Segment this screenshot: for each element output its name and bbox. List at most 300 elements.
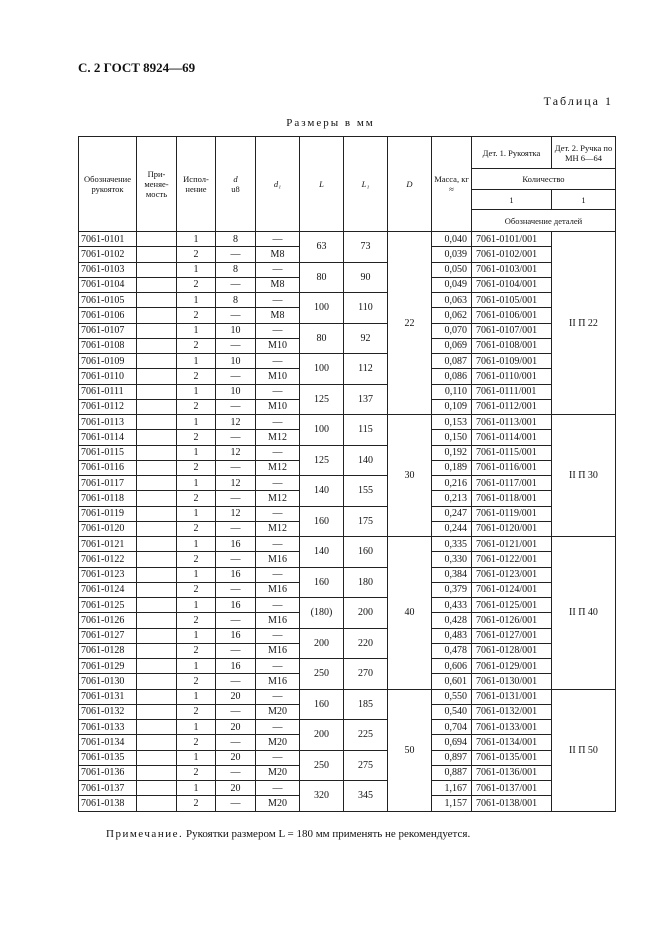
- mass-cell: 0,216: [432, 476, 472, 491]
- designation-cell: 7061-0128: [79, 643, 137, 658]
- L1-cell: 92: [344, 323, 388, 354]
- d-cell: 20: [216, 720, 256, 735]
- mass-cell: 0,110: [432, 384, 472, 399]
- d1-cell: —: [256, 689, 300, 704]
- applicability-cell: [137, 354, 177, 369]
- col-d-symbol: d: [233, 174, 238, 184]
- mass-cell: 0,153: [432, 415, 472, 430]
- d-cell: —: [216, 582, 256, 597]
- table-row: [79, 445, 616, 460]
- mass-cell: 0,384: [432, 567, 472, 582]
- table-row: [79, 689, 616, 704]
- part-designation-cell: 7061-0134/001: [472, 735, 552, 750]
- L1-cell: 110: [344, 293, 388, 324]
- d1-cell: M20: [256, 735, 300, 750]
- col-mass-label: Масса, кг: [434, 174, 469, 184]
- mass-cell: 0,606: [432, 659, 472, 674]
- part-designation-cell: 7061-0106/001: [472, 308, 552, 323]
- applicability-cell: [137, 506, 177, 521]
- version-cell: 1: [177, 659, 216, 674]
- applicability-cell: [137, 232, 177, 247]
- table-row: [79, 384, 616, 399]
- designation-cell: 7061-0116: [79, 460, 137, 475]
- L1-cell: 270: [344, 659, 388, 690]
- d1-cell: —: [256, 384, 300, 399]
- mass-cell: 0,213: [432, 491, 472, 506]
- version-cell: 1: [177, 476, 216, 491]
- version-cell: 1: [177, 781, 216, 796]
- d1-cell: —: [256, 232, 300, 247]
- d-cell: —: [216, 704, 256, 719]
- grip-cell: II П 50: [552, 689, 616, 811]
- col-version: Испол-нение: [177, 137, 216, 232]
- part-designation-cell: 7061-0112/001: [472, 399, 552, 414]
- applicability-cell: [137, 323, 177, 338]
- table-body: [79, 232, 616, 812]
- designation-cell: 7061-0114: [79, 430, 137, 445]
- d-cell: 16: [216, 628, 256, 643]
- applicability-cell: [137, 293, 177, 308]
- col-det2: Дет. 2. Ручка по МН 6—64: [552, 137, 616, 169]
- L1-cell: 160: [344, 537, 388, 568]
- designation-cell: 7061-0136: [79, 765, 137, 780]
- table-row: [79, 537, 616, 552]
- version-cell: 1: [177, 232, 216, 247]
- applicability-cell: [137, 430, 177, 445]
- part-designation-cell: 7061-0128/001: [472, 643, 552, 658]
- handles-table: [78, 136, 616, 812]
- version-cell: 1: [177, 598, 216, 613]
- version-cell: 2: [177, 430, 216, 445]
- version-cell: 1: [177, 384, 216, 399]
- table-row: [79, 232, 616, 247]
- applicability-cell: [137, 735, 177, 750]
- part-designation-cell: 7061-0133/001: [472, 720, 552, 735]
- version-cell: 1: [177, 506, 216, 521]
- table-row: [79, 323, 616, 338]
- designation-cell: 7061-0133: [79, 720, 137, 735]
- d1-cell: —: [256, 659, 300, 674]
- d-cell: —: [216, 369, 256, 384]
- applicability-cell: [137, 765, 177, 780]
- d-cell: —: [216, 338, 256, 353]
- d1-cell: —: [256, 628, 300, 643]
- col-D-label: D: [406, 179, 413, 189]
- part-designation-cell: 7061-0129/001: [472, 659, 552, 674]
- part-designation-cell: 7061-0118/001: [472, 491, 552, 506]
- designation-cell: 7061-0103: [79, 262, 137, 277]
- d1-cell: —: [256, 506, 300, 521]
- version-cell: 2: [177, 491, 216, 506]
- designation-cell: 7061-0107: [79, 323, 137, 338]
- version-cell: 2: [177, 796, 216, 811]
- L-cell: 100: [300, 415, 344, 446]
- mass-cell: 0,039: [432, 247, 472, 262]
- mass-cell: 0,063: [432, 293, 472, 308]
- table-row: [79, 598, 616, 613]
- designation-cell: 7061-0131: [79, 689, 137, 704]
- version-cell: 1: [177, 720, 216, 735]
- table-row: [79, 750, 616, 765]
- designation-cell: 7061-0130: [79, 674, 137, 689]
- part-designation-cell: 7061-0120/001: [472, 521, 552, 536]
- d1-cell: —: [256, 445, 300, 460]
- d1-cell: M8: [256, 308, 300, 323]
- col-qty1: 1: [472, 190, 552, 210]
- part-designation-cell: 7061-0119/001: [472, 506, 552, 521]
- applicability-cell: [137, 628, 177, 643]
- applicability-cell: [137, 308, 177, 323]
- applicability-cell: [137, 399, 177, 414]
- applicability-cell: [137, 338, 177, 353]
- sizes-caption: Размеры в мм: [286, 117, 375, 129]
- D-cell: 40: [388, 537, 432, 690]
- version-cell: 2: [177, 308, 216, 323]
- col-d1: [256, 137, 300, 232]
- applicability-cell: [137, 521, 177, 536]
- d1-cell: M10: [256, 369, 300, 384]
- part-designation-cell: 7061-0123/001: [472, 567, 552, 582]
- L1-cell: 140: [344, 445, 388, 476]
- D-cell: 30: [388, 415, 432, 537]
- designation-cell: 7061-0110: [79, 369, 137, 384]
- d-cell: —: [216, 491, 256, 506]
- d1-cell: M8: [256, 277, 300, 292]
- col-mass-approx: ≈: [449, 184, 454, 194]
- applicability-cell: [137, 247, 177, 262]
- d-cell: —: [216, 674, 256, 689]
- L-cell: 160: [300, 689, 344, 720]
- designation-cell: 7061-0124: [79, 582, 137, 597]
- part-designation-cell: 7061-0121/001: [472, 537, 552, 552]
- L1-cell: 73: [344, 232, 388, 263]
- designation-cell: 7061-0135: [79, 750, 137, 765]
- part-designation-cell: 7061-0110/001: [472, 369, 552, 384]
- d-cell: 12: [216, 415, 256, 430]
- mass-cell: 0,040: [432, 232, 472, 247]
- part-designation-cell: 7061-0115/001: [472, 445, 552, 460]
- mass-cell: 0,247: [432, 506, 472, 521]
- mass-cell: 0,550: [432, 689, 472, 704]
- applicability-cell: [137, 369, 177, 384]
- designation-cell: 7061-0122: [79, 552, 137, 567]
- part-designation-cell: 7061-0122/001: [472, 552, 552, 567]
- version-cell: 2: [177, 613, 216, 628]
- table-label: Таблица 1: [543, 94, 613, 108]
- designation-cell: 7061-0111: [79, 384, 137, 399]
- part-designation-cell: 7061-0111/001: [472, 384, 552, 399]
- d-cell: —: [216, 430, 256, 445]
- table-note: [106, 828, 470, 840]
- L-cell: 160: [300, 506, 344, 537]
- mass-cell: 0,070: [432, 323, 472, 338]
- mass-cell: 0,049: [432, 277, 472, 292]
- L-cell: 63: [300, 232, 344, 263]
- d1-cell: —: [256, 323, 300, 338]
- L1-cell: 200: [344, 598, 388, 629]
- col-quantity: Количество: [472, 169, 616, 190]
- L1-cell: 220: [344, 628, 388, 659]
- applicability-cell: [137, 704, 177, 719]
- designation-cell: 7061-0132: [79, 704, 137, 719]
- part-designation-cell: 7061-0135/001: [472, 750, 552, 765]
- part-designation-cell: 7061-0103/001: [472, 262, 552, 277]
- d-cell: 20: [216, 781, 256, 796]
- col-d: [216, 137, 256, 232]
- d-cell: 10: [216, 384, 256, 399]
- d1-cell: M16: [256, 613, 300, 628]
- d-cell: 16: [216, 598, 256, 613]
- mass-cell: 0,244: [432, 521, 472, 536]
- d-cell: 8: [216, 232, 256, 247]
- mass-cell: 0,428: [432, 613, 472, 628]
- d-cell: 16: [216, 567, 256, 582]
- part-designation-cell: 7061-0109/001: [472, 354, 552, 369]
- part-designation-cell: 7061-0108/001: [472, 338, 552, 353]
- designation-cell: 7061-0118: [79, 491, 137, 506]
- designation-cell: 7061-0101: [79, 232, 137, 247]
- d1-cell: M16: [256, 674, 300, 689]
- designation-cell: 7061-0115: [79, 445, 137, 460]
- designation-cell: 7061-0137: [79, 781, 137, 796]
- mass-cell: 0,069: [432, 338, 472, 353]
- L-cell: 160: [300, 567, 344, 598]
- col-part-designation: Обозначение деталей: [472, 210, 616, 232]
- part-designation-cell: 7061-0116/001: [472, 460, 552, 475]
- d1-cell: M12: [256, 430, 300, 445]
- mass-cell: 0,478: [432, 643, 472, 658]
- version-cell: 2: [177, 765, 216, 780]
- d-cell: —: [216, 643, 256, 658]
- applicability-cell: [137, 476, 177, 491]
- L1-cell: 275: [344, 750, 388, 781]
- d1-cell: M20: [256, 704, 300, 719]
- mass-cell: 1,167: [432, 781, 472, 796]
- L1-cell: 185: [344, 689, 388, 720]
- col-qty2: 1: [552, 190, 616, 210]
- col-d-tolerance: u8: [231, 184, 240, 194]
- version-cell: 1: [177, 262, 216, 277]
- page-header: С. 2 ГОСТ 8924—69: [78, 60, 196, 75]
- grip-cell: II П 22: [552, 232, 616, 415]
- L-cell: (180): [300, 598, 344, 629]
- applicability-cell: [137, 659, 177, 674]
- applicability-cell: [137, 643, 177, 658]
- part-designation-cell: 7061-0138/001: [472, 796, 552, 811]
- d1-cell: —: [256, 262, 300, 277]
- table-row: [79, 720, 616, 735]
- version-cell: 2: [177, 369, 216, 384]
- d1-cell: M12: [256, 491, 300, 506]
- mass-cell: 0,150: [432, 430, 472, 445]
- d-cell: —: [216, 277, 256, 292]
- applicability-cell: [137, 552, 177, 567]
- d-cell: —: [216, 796, 256, 811]
- note-text: Рукоятки размером L = 180 мм применять не рекомендуется.: [185, 828, 471, 840]
- note-label: Примечание.: [106, 828, 184, 840]
- d-cell: 12: [216, 445, 256, 460]
- part-designation-cell: 7061-0105/001: [472, 293, 552, 308]
- col-L: [300, 137, 344, 232]
- designation-cell: 7061-0113: [79, 415, 137, 430]
- part-designation-cell: 7061-0125/001: [472, 598, 552, 613]
- col-L1-label: L₁: [361, 179, 370, 189]
- version-cell: 1: [177, 567, 216, 582]
- L-cell: 320: [300, 781, 344, 812]
- designation-cell: 7061-0126: [79, 613, 137, 628]
- L-cell: 100: [300, 354, 344, 385]
- mass-cell: 0,192: [432, 445, 472, 460]
- d-cell: 12: [216, 476, 256, 491]
- d-cell: 10: [216, 323, 256, 338]
- d1-cell: —: [256, 781, 300, 796]
- d1-cell: —: [256, 750, 300, 765]
- mass-cell: 0,330: [432, 552, 472, 567]
- grip-cell: II П 30: [552, 415, 616, 537]
- version-cell: 2: [177, 399, 216, 414]
- d-cell: 12: [216, 506, 256, 521]
- table-row: [79, 415, 616, 430]
- version-cell: 2: [177, 704, 216, 719]
- d1-cell: —: [256, 567, 300, 582]
- L1-cell: 155: [344, 476, 388, 507]
- L-cell: 125: [300, 445, 344, 476]
- d-cell: 20: [216, 750, 256, 765]
- version-cell: 2: [177, 521, 216, 536]
- d1-cell: —: [256, 415, 300, 430]
- table-row: [79, 354, 616, 369]
- designation-cell: 7061-0117: [79, 476, 137, 491]
- designation-cell: 7061-0119: [79, 506, 137, 521]
- grip-cell: II П 40: [552, 537, 616, 690]
- table-head: [79, 137, 616, 232]
- part-designation-cell: 7061-0107/001: [472, 323, 552, 338]
- applicability-cell: [137, 720, 177, 735]
- applicability-cell: [137, 415, 177, 430]
- col-L-label: L: [319, 179, 324, 189]
- d-cell: —: [216, 399, 256, 414]
- L1-cell: 115: [344, 415, 388, 446]
- designation-cell: 7061-0109: [79, 354, 137, 369]
- designation-cell: 7061-0120: [79, 521, 137, 536]
- d-cell: 16: [216, 537, 256, 552]
- d1-cell: —: [256, 537, 300, 552]
- designation-cell: 7061-0127: [79, 628, 137, 643]
- applicability-cell: [137, 750, 177, 765]
- applicability-cell: [137, 598, 177, 613]
- mass-cell: 0,483: [432, 628, 472, 643]
- version-cell: 2: [177, 674, 216, 689]
- d-cell: —: [216, 308, 256, 323]
- applicability-cell: [137, 262, 177, 277]
- applicability-cell: [137, 384, 177, 399]
- part-designation-cell: 7061-0104/001: [472, 277, 552, 292]
- d-cell: 20: [216, 689, 256, 704]
- mass-cell: 0,086: [432, 369, 472, 384]
- L1-cell: 112: [344, 354, 388, 385]
- part-designation-cell: 7061-0131/001: [472, 689, 552, 704]
- d1-cell: M16: [256, 582, 300, 597]
- applicability-cell: [137, 613, 177, 628]
- version-cell: 1: [177, 323, 216, 338]
- d-cell: —: [216, 247, 256, 262]
- L-cell: 140: [300, 537, 344, 568]
- part-designation-cell: 7061-0126/001: [472, 613, 552, 628]
- d1-cell: —: [256, 354, 300, 369]
- mass-cell: 1,157: [432, 796, 472, 811]
- mass-cell: 0,704: [432, 720, 472, 735]
- L-cell: 200: [300, 628, 344, 659]
- applicability-cell: [137, 689, 177, 704]
- designation-cell: 7061-0102: [79, 247, 137, 262]
- d-cell: 10: [216, 354, 256, 369]
- part-designation-cell: 7061-0137/001: [472, 781, 552, 796]
- part-designation-cell: 7061-0127/001: [472, 628, 552, 643]
- part-designation-cell: 7061-0113/001: [472, 415, 552, 430]
- part-designation-cell: 7061-0124/001: [472, 582, 552, 597]
- mass-cell: 0,694: [432, 735, 472, 750]
- mass-cell: 0,887: [432, 765, 472, 780]
- L1-cell: 180: [344, 567, 388, 598]
- mass-cell: 0,087: [432, 354, 472, 369]
- applicability-cell: [137, 674, 177, 689]
- version-cell: 2: [177, 277, 216, 292]
- table-row: [79, 262, 616, 277]
- table-row: [79, 567, 616, 582]
- version-cell: 2: [177, 460, 216, 475]
- applicability-cell: [137, 796, 177, 811]
- version-cell: 1: [177, 354, 216, 369]
- applicability-cell: [137, 567, 177, 582]
- col-det1: Дет. 1. Рукоятка: [472, 137, 552, 169]
- L-cell: 250: [300, 659, 344, 690]
- part-designation-cell: 7061-0101/001: [472, 232, 552, 247]
- L1-cell: 345: [344, 781, 388, 812]
- d-cell: —: [216, 765, 256, 780]
- mass-cell: 0,050: [432, 262, 472, 277]
- designation-cell: 7061-0129: [79, 659, 137, 674]
- part-designation-cell: 7061-0102/001: [472, 247, 552, 262]
- version-cell: 2: [177, 582, 216, 597]
- L-cell: 80: [300, 262, 344, 293]
- D-cell: 50: [388, 689, 432, 811]
- mass-cell: 0,897: [432, 750, 472, 765]
- version-cell: 2: [177, 552, 216, 567]
- mass-cell: 0,335: [432, 537, 472, 552]
- d1-cell: —: [256, 720, 300, 735]
- table-row: [79, 659, 616, 674]
- version-cell: 1: [177, 689, 216, 704]
- d-cell: —: [216, 613, 256, 628]
- table-row: [79, 628, 616, 643]
- L-cell: 200: [300, 720, 344, 751]
- applicability-cell: [137, 460, 177, 475]
- mass-cell: 0,189: [432, 460, 472, 475]
- col-d1-label: d₁: [273, 179, 282, 189]
- L-cell: 100: [300, 293, 344, 324]
- table-row: [79, 293, 616, 308]
- d1-cell: M10: [256, 399, 300, 414]
- mass-cell: 0,109: [432, 399, 472, 414]
- designation-cell: 7061-0104: [79, 277, 137, 292]
- L-cell: 250: [300, 750, 344, 781]
- col-D: [388, 137, 432, 232]
- L1-cell: 137: [344, 384, 388, 415]
- part-designation-cell: 7061-0117/001: [472, 476, 552, 491]
- designation-cell: 7061-0134: [79, 735, 137, 750]
- d1-cell: M12: [256, 460, 300, 475]
- d1-cell: M20: [256, 796, 300, 811]
